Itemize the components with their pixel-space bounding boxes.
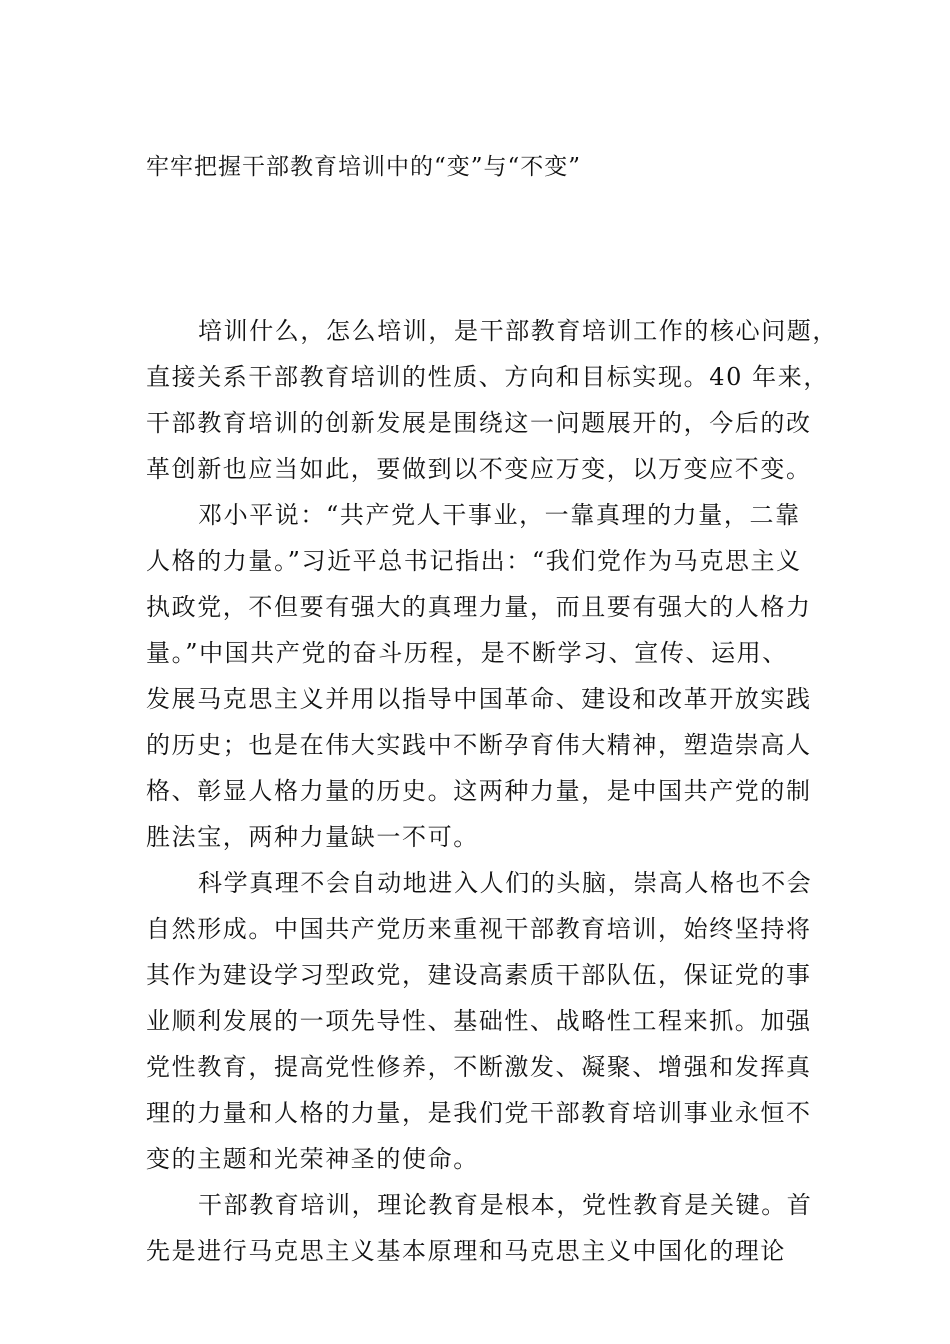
text-line: 邓小平说：“共产党人干事业，一靠真理的力量，二靠 (198, 501, 801, 529)
document-title: 牢牢把握干部教育培训中的“变”与“不变” (146, 154, 582, 180)
document-body (146, 308, 836, 1274)
text-line: 人格的力量。”习近平总书记指出：“我们党作为马克思主义 (146, 547, 802, 575)
text-line: 革创新也应当如此，要做到以不变应万变，以万变应不变。 (146, 455, 812, 483)
text-line: 发展马克思主义并用以指导中国革命、建设和改革开放实践 (146, 685, 812, 713)
text-line: 直接关系干部教育培训的性质、方向和目标实现。40 年来， (146, 363, 829, 391)
text-line: 的历史；也是在伟大实践中不断孕育伟大精神，塑造崇高人 (146, 731, 812, 759)
text-line: 科学真理不会自动地进入人们的头脑，崇高人格也不会 (198, 869, 813, 897)
text-line: 培训什么，怎么培训，是干部教育培训工作的核心问题， (198, 317, 838, 345)
text-line: 业顺利发展的一项先导性、基础性、战略性工程来抓。加强 (146, 1007, 812, 1035)
text-line: 党性教育，提高党性修养，不断激发、凝聚、增强和发挥真 (146, 1053, 812, 1081)
paragraph-1 (146, 308, 836, 492)
paragraph-2 (146, 492, 836, 860)
text-line: 理的力量和人格的力量，是我们党干部教育培训事业永恒不 (146, 1099, 812, 1127)
text-line: 量。”中国共产党的奋斗历程，是不断学习、宣传、运用、 (146, 639, 788, 667)
text-line: 变的主题和光荣神圣的使命。 (146, 1145, 479, 1173)
text-line: 先是进行马克思主义基本原理和马克思主义中国化的理论 (146, 1237, 786, 1265)
paragraph-3 (146, 860, 836, 1182)
text-line: 胜法宝，两种力量缺一不可。 (146, 823, 479, 851)
text-line: 执政党，不但要有强大的真理力量，而且要有强大的人格力 (146, 593, 812, 621)
text-line: 干部教育培训的创新发展是围绕这一问题展开的，今后的改 (146, 409, 812, 437)
text-line: 其作为建设学习型政党，建设高素质干部队伍，保证党的事 (146, 961, 812, 989)
text-line: 干部教育培训，理论教育是根本，党性教育是关键。首 (198, 1191, 813, 1219)
text-line: 格、彰显人格力量的历史。这两种力量，是中国共产党的制 (146, 777, 812, 805)
paragraph-4 (146, 1182, 836, 1274)
text-line: 自然形成。中国共产党历来重视干部教育培训，始终坚持将 (146, 915, 812, 943)
